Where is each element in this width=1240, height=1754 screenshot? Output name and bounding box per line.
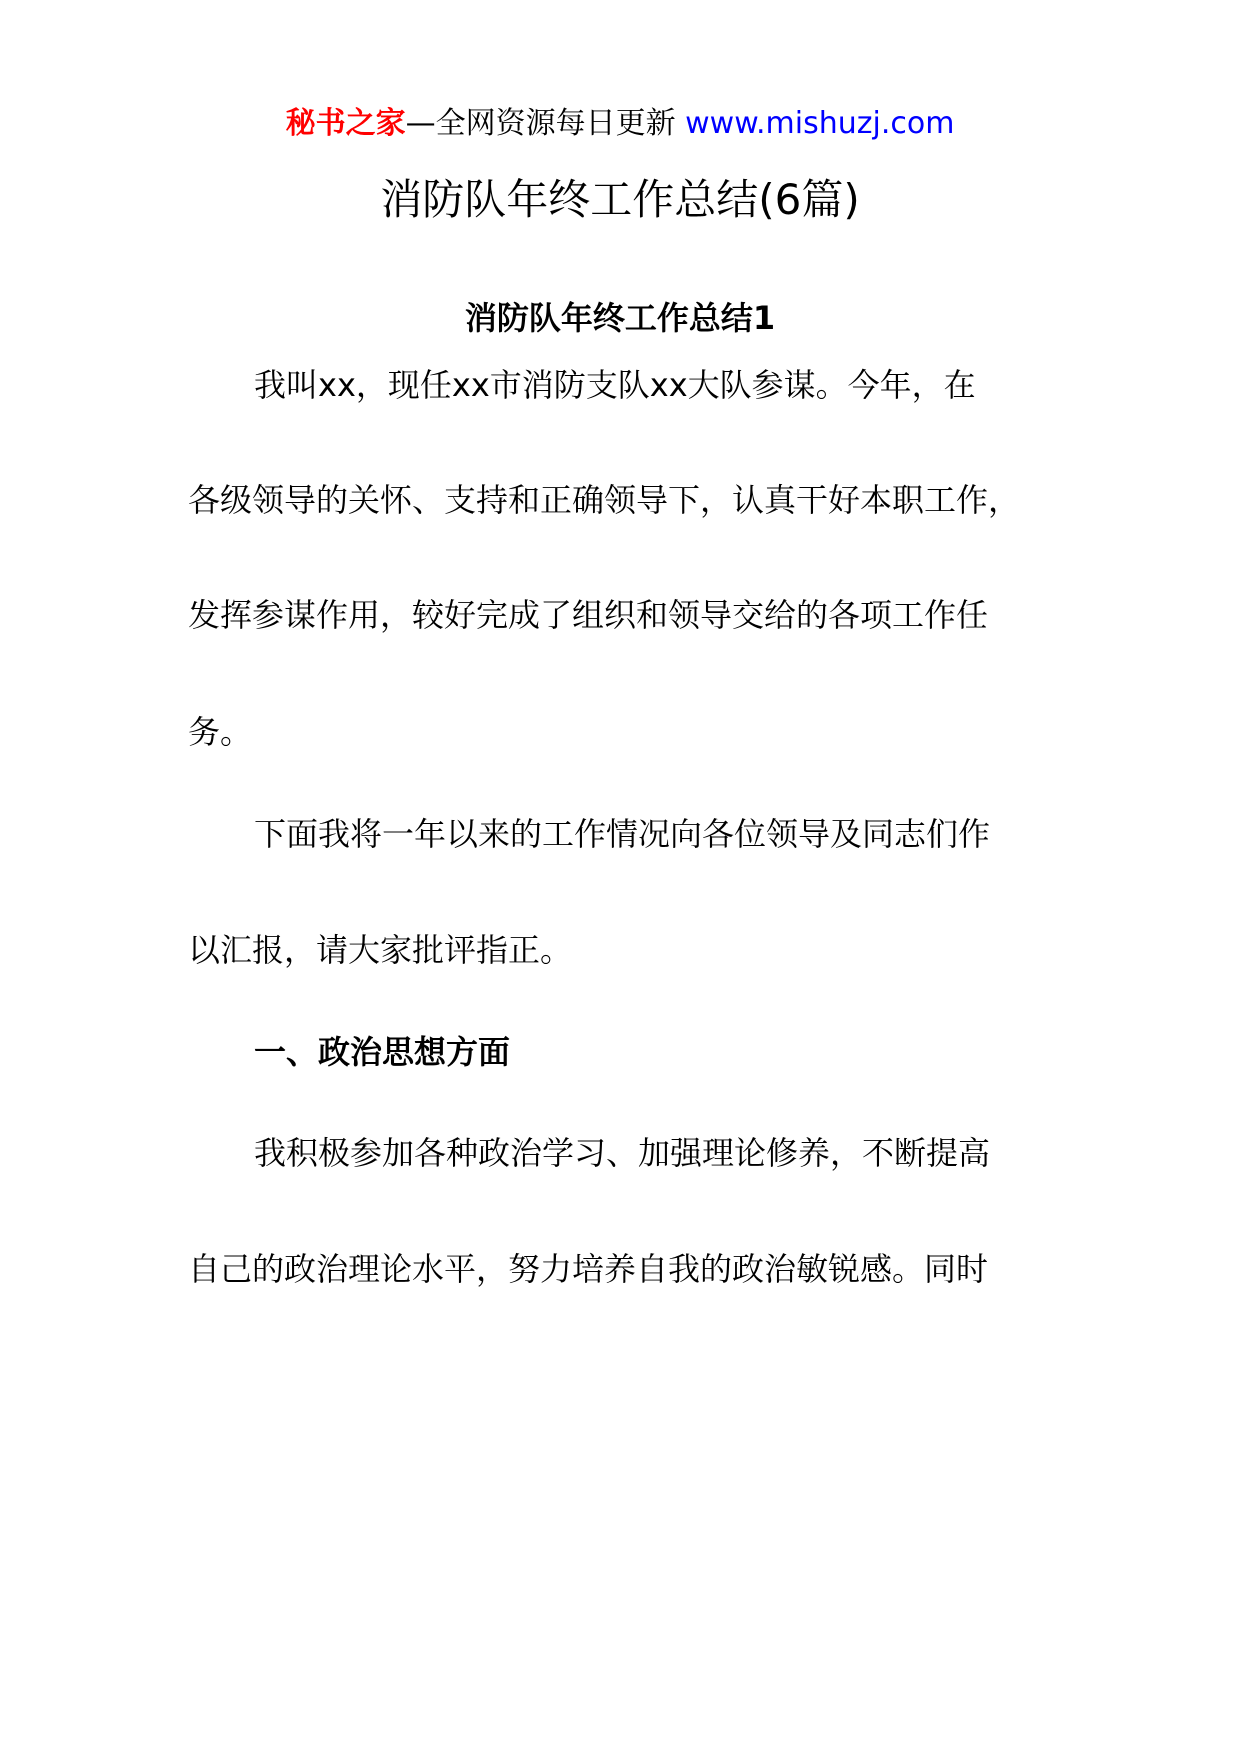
paragraph-line: 自己的政治理论水平，努力培养自我的政治敏锐感。同时 xyxy=(188,1250,989,1288)
paragraph-line: 我积极参加各种政治学习、加强理论修养，不断提高 xyxy=(254,1134,991,1172)
paragraph-line: 下面我将一年以来的工作情况向各位领导及同志们作 xyxy=(254,815,991,853)
section-title: 消防队年终工作总结1 xyxy=(464,299,776,337)
subheading: 一、政治思想方面 xyxy=(254,1033,511,1071)
paragraph-line: 务。 xyxy=(188,713,253,751)
header-tagline: —全网资源每日更新 xyxy=(405,106,676,141)
site-header xyxy=(0,104,1240,144)
brand-name: 秘书之家 xyxy=(285,106,406,141)
paragraph-line: 各级领导的关怀、支持和正确领导下，认真干好本职工作， xyxy=(188,481,1021,519)
paragraph-line: 我叫xx，现任xx市消防支队xx大队参谋。今年，在 xyxy=(254,366,976,404)
document-title: 消防队年终工作总结(6篇) xyxy=(380,175,860,224)
paragraph-line: 以汇报，请大家批评指正。 xyxy=(188,931,573,969)
site-url[interactable]: www.mishuzj.com xyxy=(685,106,955,141)
paragraph-line: 发挥参谋作用，较好完成了组织和领导交给的各项工作任 xyxy=(188,596,989,634)
